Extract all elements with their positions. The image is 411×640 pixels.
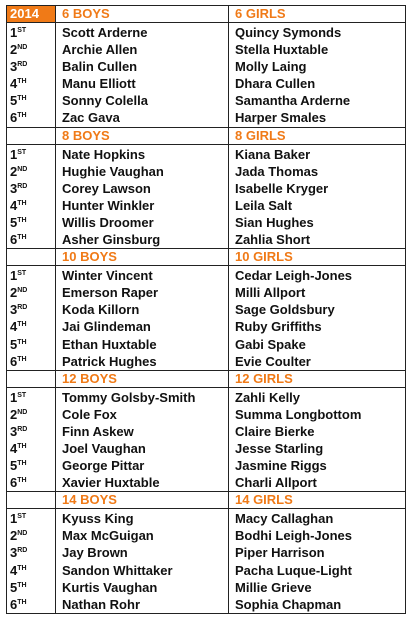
header-blank-cell <box>7 249 56 266</box>
place-label <box>7 197 55 214</box>
girl-name: Molly Laing <box>235 59 307 75</box>
section-results-row <box>7 144 406 249</box>
place-label <box>7 75 55 92</box>
girls-results-column <box>229 509 406 614</box>
place-suffix: TH <box>17 321 27 329</box>
place-suffix: ST <box>17 391 27 399</box>
place-suffix: ND <box>17 530 28 538</box>
girls-results-column <box>229 387 406 492</box>
place-number: 5 <box>10 214 18 230</box>
girl-name: Harper Smales <box>235 110 327 126</box>
place-label <box>7 389 55 406</box>
place-number: 3 <box>10 545 18 561</box>
boy-name: Manu Elliott <box>62 76 136 92</box>
girl-name: Jesse Starling <box>235 440 324 456</box>
girls-results-column <box>229 23 406 128</box>
place-label <box>7 457 55 474</box>
section-results-row <box>7 23 406 128</box>
place-label <box>7 440 55 457</box>
boy-name: Winter Vincent <box>62 268 153 284</box>
place-suffix: TH <box>17 216 27 224</box>
place-suffix: ST <box>17 27 27 34</box>
boy-name: Scott Arderne <box>62 25 148 40</box>
girls-division-title: 14 GIRLS <box>229 492 406 509</box>
place-suffix: TH <box>17 355 27 363</box>
boys-results-column <box>56 144 229 249</box>
girl-name: Leila Salt <box>235 197 293 213</box>
girl-name: Sophia Chapman <box>235 596 342 612</box>
place-number: 4 <box>10 440 18 456</box>
boys-division-title: 14 BOYS <box>56 492 229 509</box>
section-header-row <box>7 6 406 23</box>
place-number: 6 <box>10 110 18 126</box>
girl-name: Pacha Luque-Light <box>235 562 352 578</box>
girl-name: Cedar Leigh-Jones <box>235 268 353 284</box>
places-column <box>7 509 56 614</box>
boys-division-title: 10 BOYS <box>56 249 229 266</box>
girls-results-column <box>229 144 406 249</box>
place-suffix: TH <box>17 581 27 589</box>
boy-name: Kurtis Vaughan <box>62 579 158 595</box>
section-header-row <box>7 249 406 266</box>
place-suffix: ST <box>17 513 27 521</box>
place-number: 5 <box>10 336 18 352</box>
place-suffix: TH <box>17 564 27 572</box>
place-suffix: TH <box>17 95 27 103</box>
girl-name: Samantha Arderne <box>235 93 351 109</box>
girl-name: Summa Longbottom <box>235 406 362 422</box>
place-suffix: RD <box>17 61 28 69</box>
boy-name: Sonny Colella <box>62 93 148 109</box>
boy-name: Corey Lawson <box>62 180 151 196</box>
place-label <box>7 474 55 491</box>
place-number: 6 <box>10 232 18 248</box>
place-number: 2 <box>10 42 18 58</box>
results-table <box>6 5 406 614</box>
boy-name: Emerson Raper <box>62 285 159 301</box>
place-label <box>7 58 55 75</box>
place-number: 6 <box>10 596 18 612</box>
header-blank-cell <box>7 370 56 387</box>
place-number: 2 <box>10 528 18 544</box>
boy-name: Hunter Winkler <box>62 197 155 213</box>
girl-name: Charli Allport <box>235 475 317 491</box>
place-label <box>7 510 55 527</box>
place-label <box>7 180 55 197</box>
section-header-row <box>7 127 406 144</box>
boy-name: Finn Askew <box>62 423 134 439</box>
place-number: 1 <box>10 389 18 405</box>
place-suffix: TH <box>17 78 27 86</box>
girl-name: Sage Goldsbury <box>235 302 335 318</box>
places-column <box>7 23 56 128</box>
place-label <box>7 146 55 163</box>
girl-name: Evie Coulter <box>235 353 311 369</box>
boy-name: Nathan Rohr <box>62 596 140 612</box>
girl-name: Jada Thomas <box>235 163 319 179</box>
boy-name: Willis Droomer <box>62 214 154 230</box>
boy-name: Tommy Golsby-Smith <box>62 389 196 405</box>
place-number: 2 <box>10 406 18 422</box>
place-label <box>7 406 55 423</box>
girl-name: Millie Grieve <box>235 579 312 595</box>
boys-results-column <box>56 509 229 614</box>
header-blank-cell <box>7 127 56 144</box>
place-number: 6 <box>10 353 18 369</box>
section-results-row <box>7 266 406 371</box>
place-suffix: ND <box>17 165 28 173</box>
place-number: 6 <box>10 475 18 491</box>
place-number: 3 <box>10 423 18 439</box>
place-suffix: ND <box>17 287 28 295</box>
place-suffix: RD <box>17 425 28 433</box>
place-number: 5 <box>10 579 18 595</box>
girls-division-title: 6 GIRLS <box>229 6 406 23</box>
place-number: 5 <box>10 93 18 109</box>
header-blank-cell <box>7 492 56 509</box>
place-label <box>7 214 55 231</box>
place-label <box>7 109 55 126</box>
girls-results-column <box>229 266 406 371</box>
places-column <box>7 144 56 249</box>
girl-name: Claire Bierke <box>235 423 315 439</box>
section-results-row <box>7 509 406 614</box>
place-label <box>7 163 55 180</box>
year-label: 2014 <box>7 6 56 23</box>
place-number: 4 <box>10 562 18 578</box>
girl-name: Ruby Griffiths <box>235 319 322 335</box>
place-suffix: RD <box>17 182 28 190</box>
place-suffix: ST <box>17 270 27 278</box>
place-label <box>7 284 55 301</box>
place-suffix: RD <box>17 304 28 312</box>
place-label <box>7 423 55 440</box>
place-suffix: TH <box>17 199 27 207</box>
boy-name: Kyuss King <box>62 511 134 527</box>
boy-name: Hughie Vaughan <box>62 163 164 179</box>
place-number: 4 <box>10 76 18 92</box>
place-suffix: TH <box>17 477 27 485</box>
boy-name: George Pittar <box>62 458 145 474</box>
place-suffix: ST <box>17 148 27 156</box>
place-number: 4 <box>10 197 18 213</box>
girl-name: Jasmine Riggs <box>235 458 327 474</box>
boy-name: Joel Vaughan <box>62 440 146 456</box>
place-number: 2 <box>10 163 18 179</box>
girl-name: Bodhi Leigh-Jones <box>235 528 352 544</box>
place-suffix: TH <box>17 112 27 120</box>
section-results-row <box>7 387 406 492</box>
girl-name: Zahlia Short <box>235 232 311 248</box>
place-number: 1 <box>10 25 18 40</box>
section-header-row <box>7 370 406 387</box>
boys-results-column <box>56 387 229 492</box>
place-number: 5 <box>10 458 18 474</box>
boy-name: Max McGuigan <box>62 528 154 544</box>
boy-name: Xavier Huxtable <box>62 475 160 491</box>
section-header-row <box>7 492 406 509</box>
place-label <box>7 92 55 109</box>
boy-name: Asher Ginsburg <box>62 232 161 248</box>
place-label <box>7 318 55 335</box>
place-label <box>7 544 55 561</box>
places-column <box>7 266 56 371</box>
place-number: 1 <box>10 146 18 162</box>
place-number: 4 <box>10 319 18 335</box>
girl-name: Gabi Spake <box>235 336 306 352</box>
place-suffix: RD <box>17 547 28 555</box>
boy-name: Koda Killorn <box>62 302 140 318</box>
boys-division-title: 8 BOYS <box>56 127 229 144</box>
girl-name: Isabelle Kryger <box>235 180 329 196</box>
boy-name: Nate Hopkins <box>62 146 146 162</box>
place-number: 2 <box>10 285 18 301</box>
boy-name: Cole Fox <box>62 406 117 422</box>
place-suffix: TH <box>17 442 27 450</box>
girl-name: Zahli Kelly <box>235 389 301 405</box>
place-suffix: ND <box>17 408 28 416</box>
place-number: 1 <box>10 511 18 527</box>
place-label <box>7 336 55 353</box>
place-suffix: TH <box>17 598 27 606</box>
boy-name: Archie Allen <box>62 42 138 58</box>
place-number: 3 <box>10 302 18 318</box>
girl-name: Quincy Symonds <box>235 25 342 40</box>
places-column <box>7 387 56 492</box>
boy-name: Patrick Hughes <box>62 353 157 369</box>
place-label <box>7 527 55 544</box>
girl-name: Dhara Cullen <box>235 76 316 92</box>
boys-results-column <box>56 266 229 371</box>
place-label <box>7 596 55 613</box>
place-suffix: ND <box>17 44 28 52</box>
girl-name: Milli Allport <box>235 285 306 301</box>
boys-division-title: 12 BOYS <box>56 370 229 387</box>
boy-name: Zac Gava <box>62 110 120 126</box>
place-label <box>7 231 55 248</box>
girls-division-title: 12 GIRLS <box>229 370 406 387</box>
boy-name: Balin Cullen <box>62 59 138 75</box>
place-suffix: TH <box>17 460 27 468</box>
place-label <box>7 579 55 596</box>
boy-name: Ethan Huxtable <box>62 336 157 352</box>
place-label <box>7 41 55 58</box>
place-label <box>7 301 55 318</box>
place-number: 3 <box>10 180 18 196</box>
place-suffix: TH <box>17 338 27 346</box>
girls-division-title: 10 GIRLS <box>229 249 406 266</box>
place-suffix: TH <box>17 234 27 242</box>
boys-division-title: 6 BOYS <box>56 6 229 23</box>
girl-name: Sian Hughes <box>235 214 314 230</box>
girl-name: Macy Callaghan <box>235 511 334 527</box>
place-label <box>7 267 55 284</box>
place-number: 3 <box>10 59 18 75</box>
boy-name: Jai Glindeman <box>62 319 151 335</box>
girl-name: Kiana Baker <box>235 146 311 162</box>
place-number: 1 <box>10 268 18 284</box>
girls-division-title: 8 GIRLS <box>229 127 406 144</box>
results-sheet <box>6 5 405 614</box>
boy-name: Sandon Whittaker <box>62 562 173 578</box>
girl-name: Piper Harrison <box>235 545 325 561</box>
place-label <box>7 562 55 579</box>
place-label <box>7 24 55 41</box>
place-label <box>7 353 55 370</box>
girl-name: Stella Huxtable <box>235 42 329 58</box>
boys-results-column <box>56 23 229 128</box>
boy-name: Jay Brown <box>62 545 128 561</box>
